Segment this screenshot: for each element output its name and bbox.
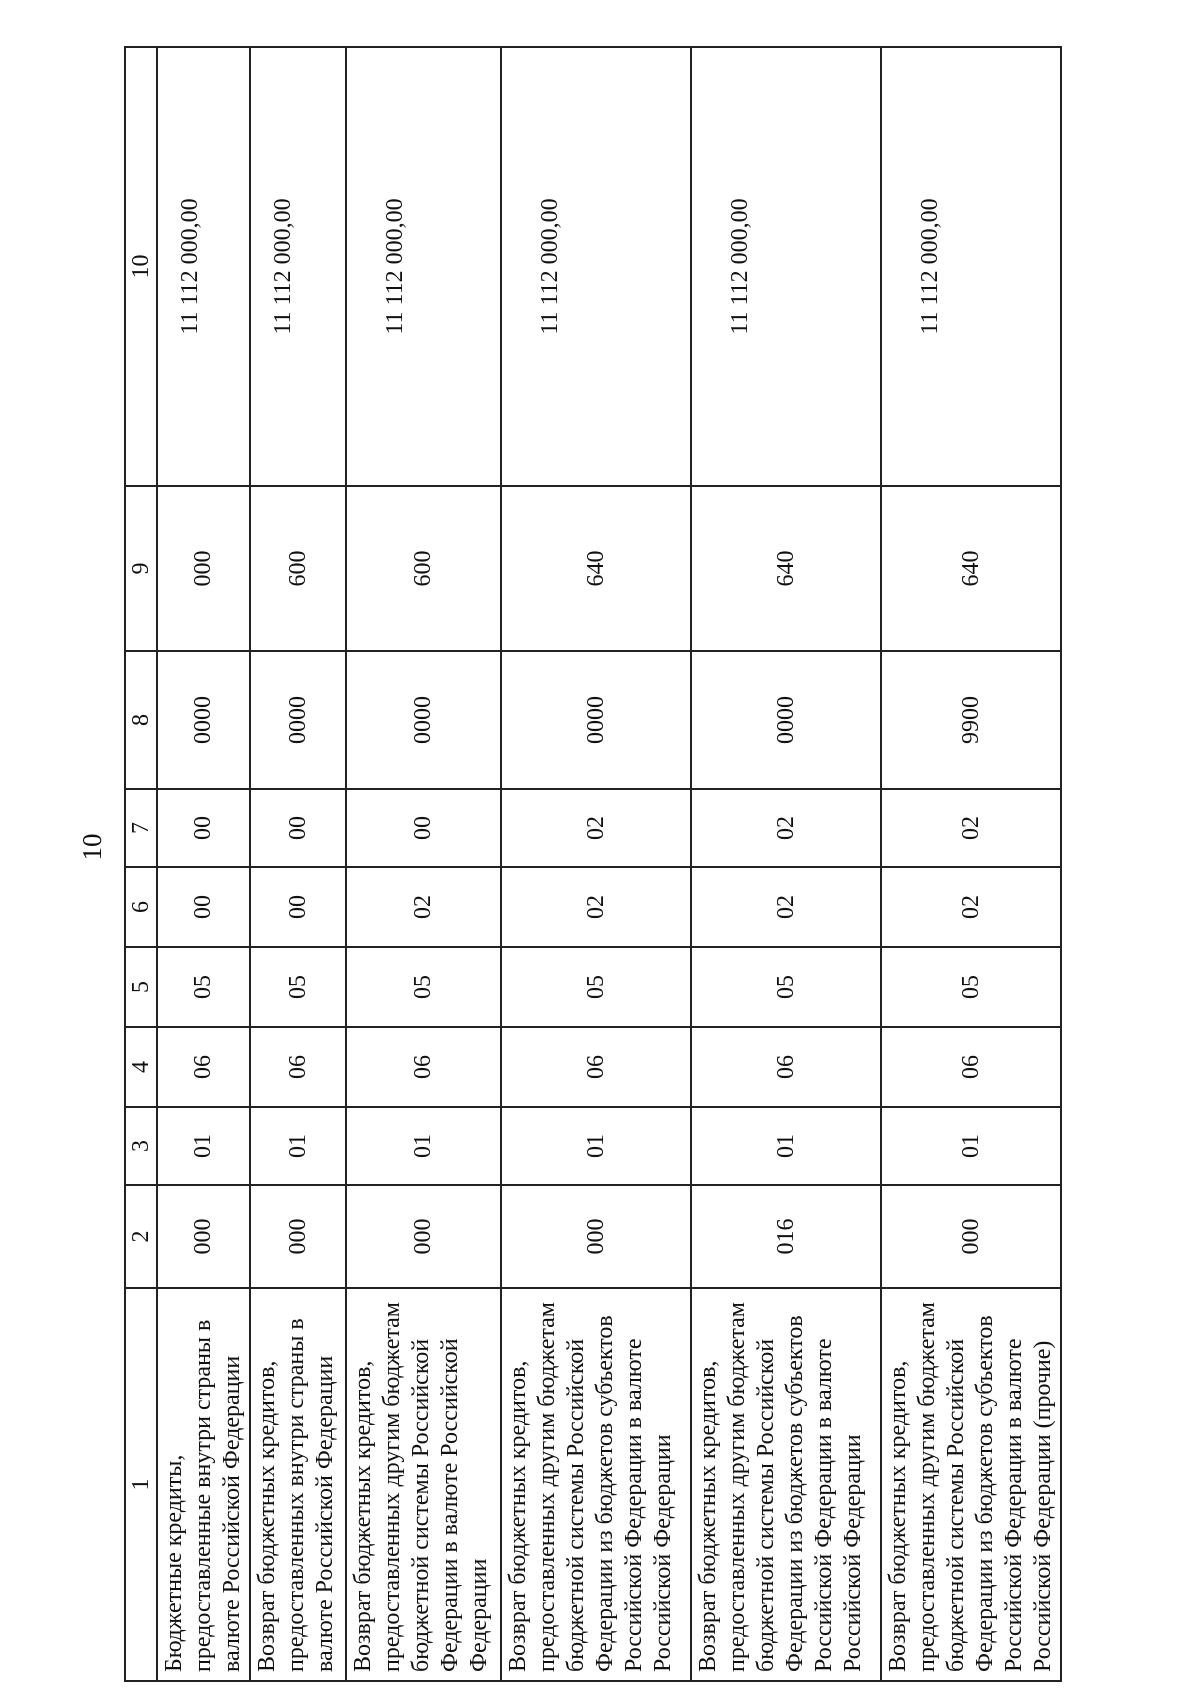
code-cell: 02	[501, 867, 691, 947]
code-cell: 000	[501, 1185, 691, 1288]
code-cell: 06	[157, 1027, 250, 1107]
header-cell: 9	[125, 486, 157, 651]
code-cell: 02	[501, 789, 691, 867]
code-cell: 01	[250, 1107, 346, 1185]
row-description: Возврат бюджетных кредитов, предоставленных другим бюджетам бюджетной системы Российской Федерации в валюте Российской Федерации	[346, 1288, 501, 1681]
code-cell: 000	[157, 486, 250, 651]
header-cell: 8	[125, 651, 157, 789]
table-row	[501, 47, 691, 1681]
code-cell: 02	[691, 789, 881, 867]
amount-cell: 11 112 000,00	[881, 47, 1061, 486]
code-cell: 01	[501, 1107, 691, 1185]
header-cell: 2	[125, 1185, 157, 1288]
amount-cell: 11 112 000,00	[691, 47, 881, 486]
code-cell: 640	[881, 486, 1061, 651]
code-cell: 016	[691, 1185, 881, 1288]
code-cell: 06	[250, 1027, 346, 1107]
table-row	[881, 47, 1061, 1681]
code-cell: 0000	[250, 651, 346, 789]
code-cell: 000	[250, 1185, 346, 1288]
table-row	[250, 47, 346, 1681]
code-cell: 06	[501, 1027, 691, 1107]
code-cell: 06	[691, 1027, 881, 1107]
code-cell: 0000	[346, 651, 501, 789]
amount-cell: 11 112 000,00	[157, 47, 250, 486]
row-description: Возврат бюджетных кредитов, предоставленных другим бюджетам бюджетной системы Российской Федерации из бюджетов субъектов Российской Федерации в валюте Российской Федерации (прочие)	[881, 1288, 1061, 1681]
code-cell: 02	[691, 867, 881, 947]
header-cell: 7	[125, 789, 157, 867]
code-cell: 02	[881, 867, 1061, 947]
row-description: Возврат бюджетных кредитов, предоставленных другим бюджетам бюджетной системы Российской Федерации из бюджетов субъектов Российской Федерации в валюте Российской Федерации	[691, 1288, 881, 1681]
table-row	[691, 47, 881, 1681]
table-header-row	[125, 47, 157, 1681]
code-cell: 000	[346, 1185, 501, 1288]
row-description: Бюджетные кредиты, предоставленные внутри страны в валюте Российской Федерации	[157, 1288, 250, 1681]
code-cell: 05	[881, 947, 1061, 1027]
code-cell: 00	[346, 789, 501, 867]
code-cell: 00	[157, 867, 250, 947]
header-cell: 1	[125, 1288, 157, 1681]
code-cell: 06	[881, 1027, 1061, 1107]
amount-cell: 11 112 000,00	[346, 47, 501, 486]
code-cell: 600	[346, 486, 501, 651]
code-cell: 06	[346, 1027, 501, 1107]
code-cell: 0000	[691, 651, 881, 789]
code-cell: 05	[250, 947, 346, 1027]
budget-table	[124, 46, 1062, 1682]
row-description: Возврат бюджетных кредитов, предоставленных другим бюджетам бюджетной системы Российской Федерации из бюджетов субъектов Российской Федерации в валюте Российской Федерации	[501, 1288, 691, 1681]
code-cell: 01	[157, 1107, 250, 1185]
header-cell: 5	[125, 947, 157, 1027]
code-cell: 00	[250, 867, 346, 947]
code-cell: 640	[691, 486, 881, 651]
code-cell: 01	[691, 1107, 881, 1185]
header-cell: 6	[125, 867, 157, 947]
code-cell: 0000	[501, 651, 691, 789]
code-cell: 05	[691, 947, 881, 1027]
code-cell: 00	[250, 789, 346, 867]
code-cell: 05	[346, 947, 501, 1027]
amount-cell: 11 112 000,00	[501, 47, 691, 486]
budget-table-rotated	[124, 48, 1056, 1682]
code-cell: 640	[501, 486, 691, 651]
code-cell: 01	[346, 1107, 501, 1185]
row-description: Возврат бюджетных кредитов, предоставленных внутри страны в валюте Российской Федерации	[250, 1288, 346, 1681]
code-cell: 05	[157, 947, 250, 1027]
code-cell: 00	[157, 789, 250, 867]
code-cell: 9900	[881, 651, 1061, 789]
table-row	[346, 47, 501, 1681]
page-number: 10	[77, 833, 107, 861]
header-cell: 4	[125, 1027, 157, 1107]
code-cell: 0000	[157, 651, 250, 789]
code-cell: 02	[881, 789, 1061, 867]
code-cell: 01	[881, 1107, 1061, 1185]
code-cell: 05	[501, 947, 691, 1027]
amount-cell: 11 112 000,00	[250, 47, 346, 486]
header-cell: 10	[125, 47, 157, 486]
header-cell: 3	[125, 1107, 157, 1185]
code-cell: 000	[881, 1185, 1061, 1288]
code-cell: 600	[250, 486, 346, 651]
code-cell: 000	[157, 1185, 250, 1288]
table-row	[157, 47, 250, 1681]
code-cell: 02	[346, 867, 501, 947]
